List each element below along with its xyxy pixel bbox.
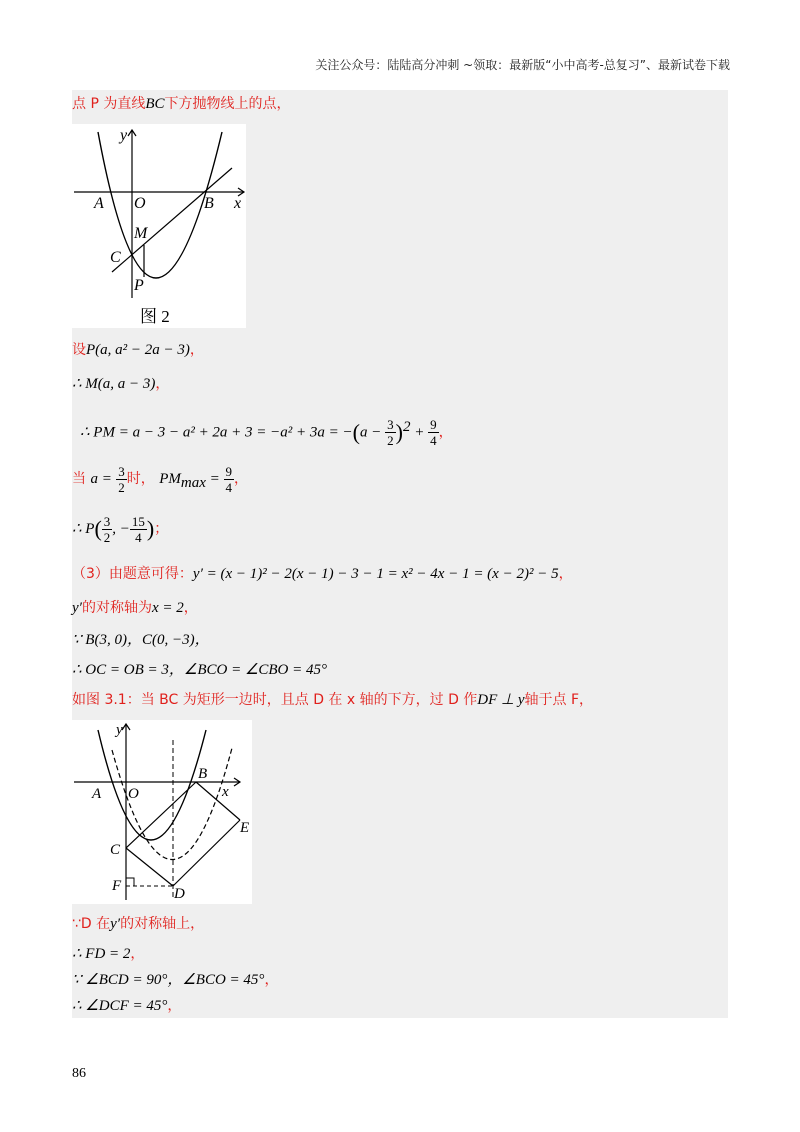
text: ， xyxy=(264,972,279,988)
text: 点 P 为直线 xyxy=(72,96,146,112)
fraction xyxy=(130,514,147,545)
math: + xyxy=(410,424,429,441)
fig31-label-o: O xyxy=(128,786,139,802)
figure-3-1-svg xyxy=(72,720,252,904)
frac-den: 4 xyxy=(225,479,233,495)
text: 如图 3.1：当 BC 为矩形一边时，且点 D 在 x 轴的下方，过 D 作 xyxy=(72,692,478,708)
math: BC xyxy=(145,96,165,112)
fraction xyxy=(102,514,113,545)
math: ∴ PM = a − 3 − a² + 2a + 3 = −a² + 3a = − xyxy=(80,424,353,441)
fig31-label-c: C xyxy=(110,842,121,858)
fig2-label-c: C xyxy=(110,249,121,266)
paren: ) xyxy=(395,419,403,445)
text: ， xyxy=(558,566,573,582)
frac-num: 3 xyxy=(103,513,111,529)
line-13 xyxy=(72,944,144,964)
math: DF ⊥ y xyxy=(477,692,525,708)
frac-num: 9 xyxy=(430,417,437,433)
text: （3）由题意可得： xyxy=(72,566,193,582)
figure-2 xyxy=(72,124,246,328)
paren: ( xyxy=(94,516,102,541)
fig2-label-a: A xyxy=(94,195,104,212)
fig2-label-y: y xyxy=(120,127,128,144)
text: 的对称轴上， xyxy=(120,916,205,932)
fig31-label-y: y xyxy=(116,722,123,738)
line-1 xyxy=(72,94,291,114)
fraction xyxy=(428,417,439,448)
fraction xyxy=(385,417,396,448)
math: a − xyxy=(360,424,386,441)
line-4 xyxy=(80,410,453,450)
fig31-label-x: x xyxy=(222,784,229,800)
math: 2 xyxy=(402,419,411,435)
page-number: 86 xyxy=(72,1066,86,1081)
text: 下方抛物线上的点， xyxy=(164,96,291,112)
math: ∵ B(3, 0)，C(0, −3)， xyxy=(72,632,210,648)
frac-den: 4 xyxy=(430,433,437,449)
line-11 xyxy=(72,690,593,710)
math: y′ xyxy=(110,916,121,932)
line-7 xyxy=(72,564,573,584)
math: ∴ P xyxy=(72,521,95,537)
line-9 xyxy=(72,630,210,650)
line-14 xyxy=(72,970,278,990)
line-5 xyxy=(72,462,248,500)
frac-num: 9 xyxy=(225,463,233,479)
fig2-label-x: x xyxy=(234,195,242,212)
fig31-label-a: A xyxy=(92,786,102,802)
math: , − xyxy=(112,521,130,537)
frac-num: 3 xyxy=(387,417,394,433)
math: x = 2 xyxy=(151,600,184,616)
text: 设 xyxy=(72,342,86,358)
fig31-label-e: E xyxy=(240,820,250,836)
text: ， xyxy=(189,342,204,358)
frac-num: 3 xyxy=(118,463,125,479)
line-8 xyxy=(72,598,198,618)
text: ； xyxy=(154,521,169,537)
math: P(a, a² − 2a − 3) xyxy=(86,342,190,358)
math: ∴ FD = 2 xyxy=(72,946,131,962)
fraction xyxy=(224,464,235,495)
text: 时， xyxy=(126,471,155,487)
figure-3-1 xyxy=(72,720,252,904)
text: 当 xyxy=(72,471,86,487)
line-10 xyxy=(72,660,327,680)
math: ∴ OC = OB = 3，∠BCO = ∠CBO = 45° xyxy=(72,662,328,678)
fig2-label-b: B xyxy=(204,195,214,212)
line-2 xyxy=(72,340,204,360)
frac-den: 2 xyxy=(387,433,394,449)
math: y′ = (x − 1)² − 2(x − 1) − 3 − 1 = x² − 4x − 1 = (x − 2)² − 5 xyxy=(192,566,559,582)
text: ， xyxy=(183,600,198,616)
frac-den: 2 xyxy=(118,479,125,495)
math: y′ xyxy=(72,600,82,616)
page-header: 关注公众号：陆陆高分冲刺 ~领取：最新版“小中高考-总复习”、最新试卷下载 xyxy=(315,58,730,72)
fig31-label-d: D xyxy=(174,886,185,902)
paren: ) xyxy=(146,516,155,541)
fig31-label-f: F xyxy=(112,878,122,894)
fraction xyxy=(116,464,127,495)
text: ， xyxy=(167,998,182,1014)
math: ∴ M(a, a − 3) xyxy=(72,376,156,392)
line-3 xyxy=(72,374,169,394)
text: 的对称轴为 xyxy=(81,600,152,616)
fig2-label-o: O xyxy=(134,195,146,212)
text: 轴于点 F， xyxy=(524,692,594,708)
math: ∴ ∠DCF = 45° xyxy=(72,998,168,1014)
text: ， xyxy=(234,471,249,487)
text: ∵D 在 xyxy=(72,916,111,932)
math: = xyxy=(205,471,224,487)
fig31-label-b: B xyxy=(198,766,208,782)
line-6 xyxy=(72,512,168,546)
frac-num: 15 xyxy=(131,513,145,529)
text: ， xyxy=(130,946,145,962)
paren: ( xyxy=(352,419,360,445)
line-12 xyxy=(72,914,204,934)
frac-den: 2 xyxy=(103,529,111,545)
fig2-label-p: P xyxy=(134,277,144,294)
fig2-label-m: M xyxy=(134,225,148,242)
line-15 xyxy=(72,996,181,1016)
frac-den: 4 xyxy=(135,529,142,545)
text: ， xyxy=(438,424,453,441)
figure-2-svg xyxy=(72,124,246,328)
fig2-caption: 图 2 xyxy=(140,307,170,326)
text: ， xyxy=(155,376,170,392)
math: PM xyxy=(159,471,181,487)
math: ∵ ∠BCD = 90°，∠BCO = 45° xyxy=(72,972,265,988)
math-sub: max xyxy=(180,474,206,491)
math: a = xyxy=(90,471,112,487)
